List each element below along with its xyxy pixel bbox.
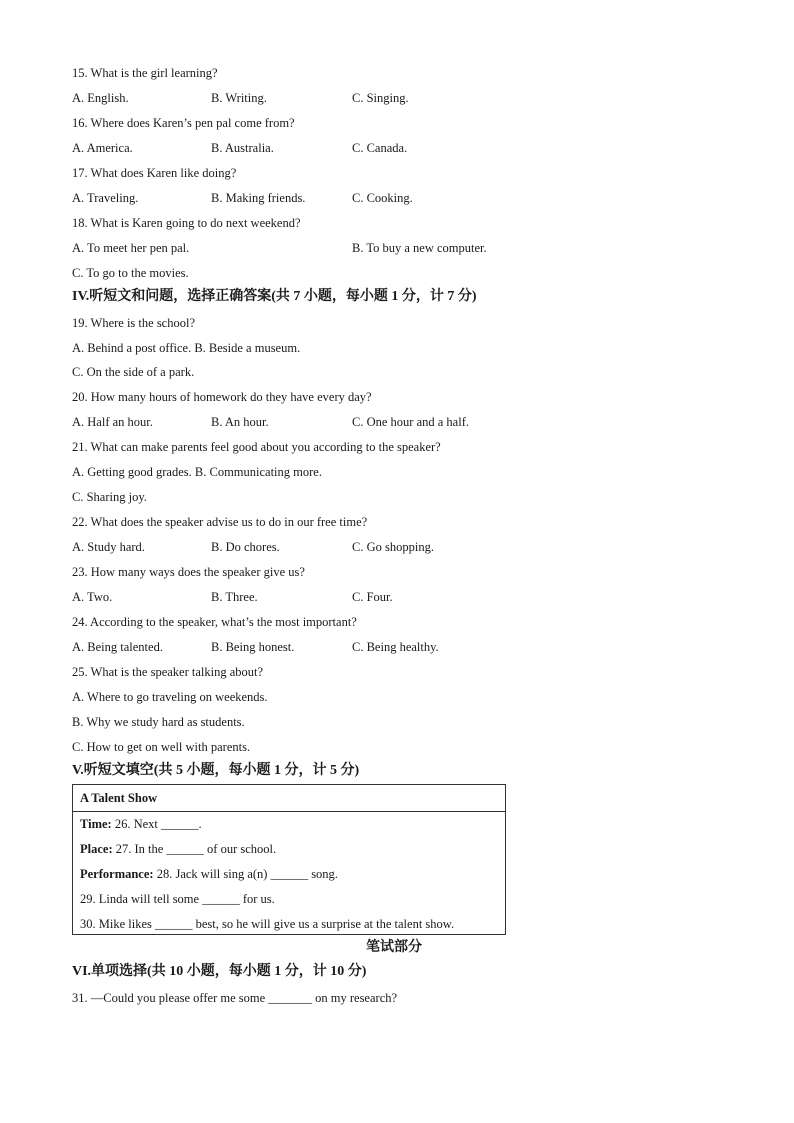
question-17: 17. What does Karen like doing? — [72, 166, 237, 180]
table-heading: A Talent Show — [73, 785, 505, 812]
question-23: 23. How many ways does the speaker give us? — [72, 565, 305, 579]
options-20 — [72, 414, 632, 430]
question-19: 19. Where is the school? — [72, 316, 195, 330]
option-a: A. Two. — [72, 590, 113, 604]
written-part-heading: 笔试部分 — [366, 940, 422, 955]
option-a: A. Where to go traveling on weekends. — [72, 690, 268, 704]
option-a: A. Half an hour. — [72, 415, 153, 429]
time-label: Time: — [80, 817, 112, 831]
performance-label: Performance: — [80, 867, 154, 881]
option-b: B. Three. — [211, 590, 258, 604]
option-a: A. Study hard. — [72, 540, 145, 554]
option-a: A. To meet her pen pal. — [72, 241, 190, 255]
option-b: B. Do chores. — [211, 540, 280, 554]
option-c: C. Canada. — [352, 141, 408, 155]
question-20: 20. How many hours of homework do they have every day? — [72, 390, 372, 404]
option-a: A. Being talented. — [72, 640, 163, 654]
section-heading-vi: VI.单项选择(共 10 小题，每小题 1 分，计 10 分) — [72, 964, 367, 979]
table-row-time — [80, 816, 202, 832]
question-16: 16. Where does Karen’s pen pal come from? — [72, 116, 295, 130]
option-b: B. Australia. — [211, 141, 274, 155]
option-c: C. Singing. — [352, 91, 409, 105]
option-c: C. On the side of a park. — [72, 365, 195, 379]
option-c: C. Being healthy. — [352, 640, 439, 654]
options-17 — [72, 190, 632, 206]
options-19-ab: A. Behind a post office. B. Beside a museum. — [72, 341, 301, 355]
place-text: 27. In the ______ of our school. — [112, 842, 277, 856]
question-22: 22. What does the speaker advise us to do in our free time? — [72, 515, 368, 529]
options-21-ab: A. Getting good grades. B. Communicating more. — [72, 465, 322, 479]
option-b: B. Making friends. — [211, 191, 306, 205]
option-c: C. Cooking. — [352, 191, 413, 205]
option-a: A. Traveling. — [72, 191, 139, 205]
time-text: 26. Next ______. — [111, 817, 202, 831]
option-b: B. Writing. — [211, 91, 267, 105]
options-22 — [72, 539, 632, 555]
performance-text: 28. Jack will sing a(n) ______ song. — [153, 867, 338, 881]
option-b: B. An hour. — [211, 415, 269, 429]
option-c: C. One hour and a half. — [352, 415, 469, 429]
question-25: 25. What is the speaker talking about? — [72, 665, 264, 679]
option-a: A. America. — [72, 141, 133, 155]
question-15: 15. What is the girl learning? — [72, 66, 218, 80]
options-16 — [72, 140, 632, 156]
option-b: B. Why we study hard as students. — [72, 715, 245, 729]
option-a: A. English. — [72, 91, 129, 105]
options-24 — [72, 639, 632, 655]
table-row-29: 29. Linda will tell some ______ for us. — [80, 892, 275, 906]
option-c: C. Go shopping. — [352, 540, 434, 554]
talent-show-table — [72, 784, 506, 935]
option-c: C. Sharing joy. — [72, 490, 147, 504]
option-c: C. Four. — [352, 590, 393, 604]
table-row-performance — [80, 866, 338, 882]
options-15 — [72, 90, 632, 106]
section-heading-iv: IV.听短文和问题，选择正确答案(共 7 小题，每小题 1 分，计 7 分) — [72, 289, 477, 304]
place-label: Place: — [80, 842, 113, 856]
table-row-place — [80, 841, 276, 857]
question-21: 21. What can make parents feel good about you according to the speaker? — [72, 440, 441, 454]
options-23 — [72, 589, 632, 605]
options-18 — [72, 240, 632, 256]
question-18: 18. What is Karen going to do next weekend? — [72, 216, 301, 230]
option-c: C. To go to the movies. — [72, 266, 189, 280]
question-31: 31. —Could you please offer me some _______ on my research? — [72, 991, 398, 1005]
option-b: B. Being honest. — [211, 640, 295, 654]
question-24: 24. According to the speaker, what’s the most important? — [72, 615, 357, 629]
option-b: B. To buy a new computer. — [352, 241, 487, 255]
section-heading-v: V.听短文填空(共 5 小题，每小题 1 分，计 5 分) — [72, 763, 360, 778]
option-c: C. How to get on well with parents. — [72, 740, 251, 754]
table-row-30: 30. Mike likes ______ best, so he will give us a surprise at the talent show. — [80, 917, 455, 931]
